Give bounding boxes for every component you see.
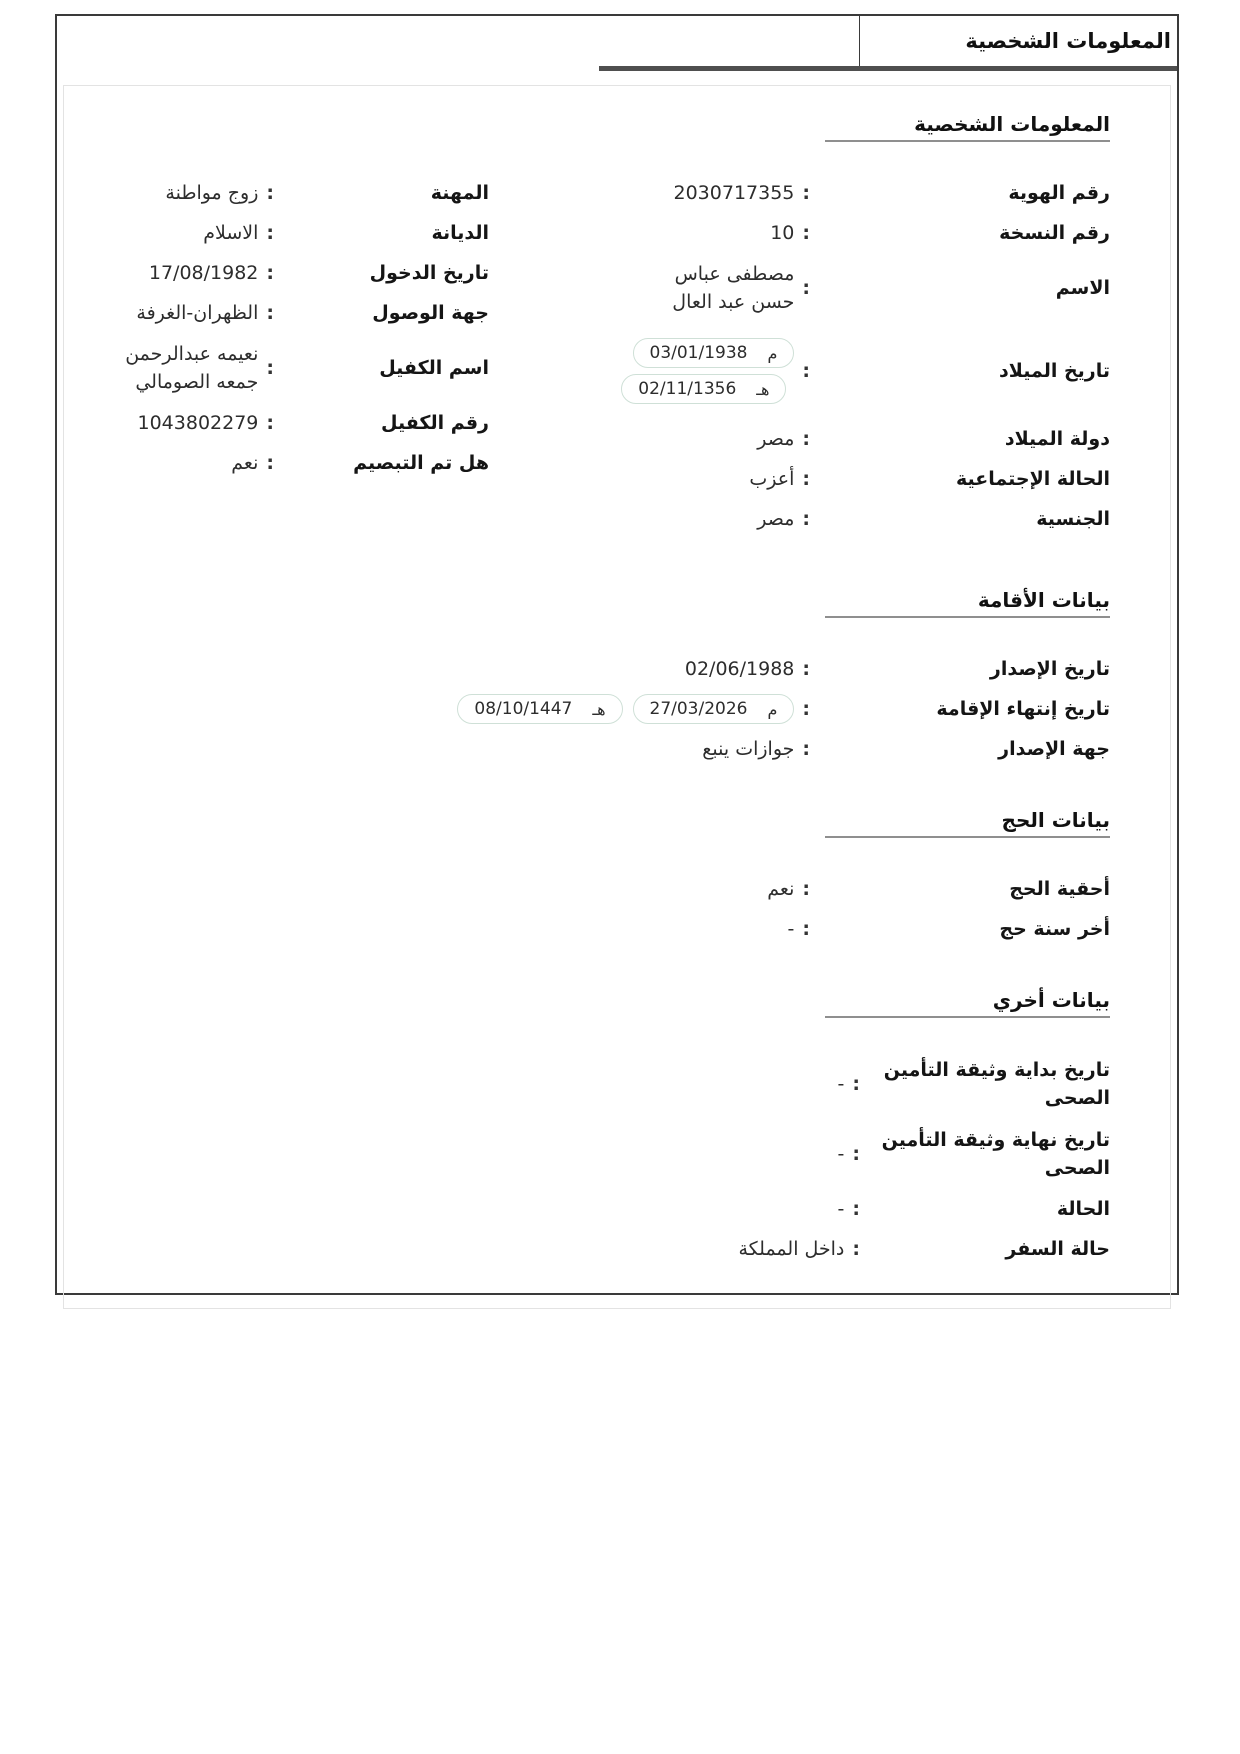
- field-value: مصر: [757, 508, 795, 530]
- date-value: 02/11/1356: [638, 379, 737, 399]
- field-label: تاريخ بداية وثيقة التأمين الصحى: [883, 1059, 1110, 1109]
- field-value: جوازات ينبع: [702, 738, 795, 760]
- report-header: [57, 16, 1177, 66]
- colon-separator: :: [802, 658, 810, 680]
- date-pill-gregorian: [633, 694, 795, 724]
- colon-separator: :: [802, 508, 810, 530]
- field-row-hajj-eligibility: [100, 874, 1110, 904]
- section-hajj: [100, 808, 1110, 944]
- field-label: الحالة: [1056, 1198, 1110, 1220]
- personal-left-column: [100, 178, 489, 488]
- field-row-version-number: [535, 218, 1110, 248]
- colon-separator: :: [266, 302, 274, 324]
- personal-right-column: [535, 178, 1110, 544]
- field-row-travel-status: [100, 1234, 1110, 1264]
- colon-separator: :: [852, 1198, 860, 1220]
- section-underline: [825, 616, 1110, 618]
- section-heading-personal: المعلومات الشخصية: [914, 112, 1110, 136]
- colon-separator: :: [802, 468, 810, 490]
- field-label: الحالة الإجتماعية: [956, 468, 1110, 490]
- field-label: تاريخ الدخول: [369, 262, 489, 284]
- field-value: داخل المملكة: [738, 1238, 845, 1260]
- field-row-marital-status: [535, 464, 1110, 494]
- field-label: تاريخ الميلاد: [999, 360, 1110, 382]
- field-label: حالة السفر: [1005, 1238, 1110, 1260]
- field-row-sponsor-number: [100, 408, 489, 438]
- field-row-nationality: [535, 504, 1110, 534]
- section-other: [100, 988, 1110, 1264]
- field-label: تاريخ نهاية وثيقة التأمين الصحى: [881, 1129, 1110, 1179]
- field-value: نعيمه عبدالرحمن جمعه الصومالي: [125, 343, 259, 393]
- report-window: [55, 14, 1179, 1295]
- field-label: الديانة: [431, 222, 489, 244]
- field-row-birth-date: [535, 328, 1110, 414]
- field-value: -: [837, 1073, 845, 1095]
- colon-separator: :: [266, 182, 274, 204]
- field-value: 2030717355: [673, 182, 795, 204]
- date-value: 27/03/2026: [649, 699, 748, 719]
- colon-separator: :: [802, 738, 810, 760]
- section-residence: [100, 588, 1110, 764]
- field-label: أخر سنة حج: [999, 918, 1110, 940]
- field-label: تاريخ الإصدار: [989, 658, 1110, 680]
- colon-separator: :: [802, 698, 810, 720]
- section-heading-other: بيانات أخري: [992, 988, 1110, 1012]
- field-label: أحقية الحج: [1009, 878, 1110, 900]
- field-value: نعم: [231, 452, 259, 474]
- calendar-type-label: م: [767, 343, 778, 363]
- field-row-issue-date: [100, 654, 1110, 684]
- report-title-cell: [859, 16, 1177, 66]
- section-underline: [825, 1016, 1110, 1018]
- field-label: المهنة: [430, 182, 489, 204]
- field-value: الاسلام: [203, 222, 259, 244]
- field-value: 10: [770, 222, 795, 244]
- field-value: -: [837, 1143, 845, 1165]
- field-value: أعزب: [749, 468, 795, 490]
- colon-separator: :: [266, 452, 274, 474]
- colon-separator: :: [802, 277, 810, 299]
- colon-separator: :: [802, 878, 810, 900]
- field-label: رقم الكفيل: [381, 412, 489, 434]
- colon-separator: :: [802, 918, 810, 940]
- colon-separator: :: [802, 182, 810, 204]
- field-value: 02/06/1988: [684, 658, 795, 680]
- field-row-birth-country: [535, 424, 1110, 454]
- field-value: زوج مواطنة: [165, 182, 259, 204]
- field-row-residence-expiry: [100, 694, 1110, 724]
- colon-separator: :: [852, 1073, 860, 1095]
- section-underline: [825, 836, 1110, 838]
- calendar-type-label: هـ: [756, 379, 770, 399]
- page-title: المعلومات الشخصية: [965, 29, 1171, 53]
- calendar-type-label: م: [767, 699, 778, 719]
- field-value: 17/08/1982: [148, 262, 259, 284]
- field-label: الاسم: [1055, 277, 1110, 299]
- header-rule: [599, 66, 1177, 71]
- field-row-occupation: [100, 178, 489, 208]
- field-label: جهة الوصول: [372, 302, 489, 324]
- section-heading-hajj: بيانات الحج: [1001, 808, 1110, 832]
- date-value: 03/01/1938: [649, 343, 748, 363]
- field-value: مصطفى عباس حسن عبد العال: [672, 263, 795, 313]
- field-label: الجنسية: [1036, 508, 1110, 530]
- field-row-issuing-authority: [100, 734, 1110, 764]
- field-label: تاريخ إنتهاء الإقامة: [936, 698, 1110, 720]
- colon-separator: :: [266, 357, 274, 379]
- report-panel: [63, 85, 1171, 1309]
- field-row-status: [100, 1194, 1110, 1224]
- field-label: رقم النسخة: [999, 222, 1110, 244]
- field-row-insurance-start: [100, 1054, 1110, 1114]
- field-row-id-number: [535, 178, 1110, 208]
- field-row-entry-date: [100, 258, 489, 288]
- field-row-fingerprinted: [100, 448, 489, 478]
- field-row-religion: [100, 218, 489, 248]
- field-value: -: [787, 918, 795, 940]
- section-personal: [100, 112, 1110, 544]
- field-row-arrival-port: [100, 298, 489, 328]
- colon-separator: :: [266, 222, 274, 244]
- field-value: الظهران-الغرفة: [136, 302, 259, 324]
- colon-separator: :: [852, 1238, 860, 1260]
- date-pill-hijri: [457, 694, 622, 724]
- colon-separator: :: [802, 222, 810, 244]
- field-value: نعم: [767, 878, 795, 900]
- colon-separator: :: [266, 412, 274, 434]
- field-label: جهة الإصدار: [998, 738, 1110, 760]
- field-value: -: [837, 1198, 845, 1220]
- colon-separator: :: [266, 262, 274, 284]
- field-row-sponsor-name: [100, 338, 489, 398]
- field-row-last-hajj-year: [100, 914, 1110, 944]
- field-row-name: [535, 258, 1110, 318]
- colon-separator: :: [802, 428, 810, 450]
- field-label: دولة الميلاد: [1004, 428, 1110, 450]
- field-value: 1043802279: [137, 412, 259, 434]
- colon-separator: :: [802, 360, 810, 382]
- section-heading-residence: بيانات الأقامة: [977, 588, 1110, 612]
- field-label: اسم الكفيل: [379, 357, 489, 379]
- field-row-insurance-end: [100, 1124, 1110, 1184]
- date-pill-hijri: [621, 374, 786, 404]
- date-pill-gregorian: [633, 338, 795, 368]
- field-label: رقم الهوية: [1008, 182, 1110, 204]
- date-value: 08/10/1447: [474, 699, 573, 719]
- colon-separator: :: [852, 1143, 860, 1165]
- calendar-type-label: هـ: [592, 699, 606, 719]
- field-label: هل تم التبصيم: [353, 452, 489, 474]
- section-underline: [825, 140, 1110, 142]
- field-value: مصر: [757, 428, 795, 450]
